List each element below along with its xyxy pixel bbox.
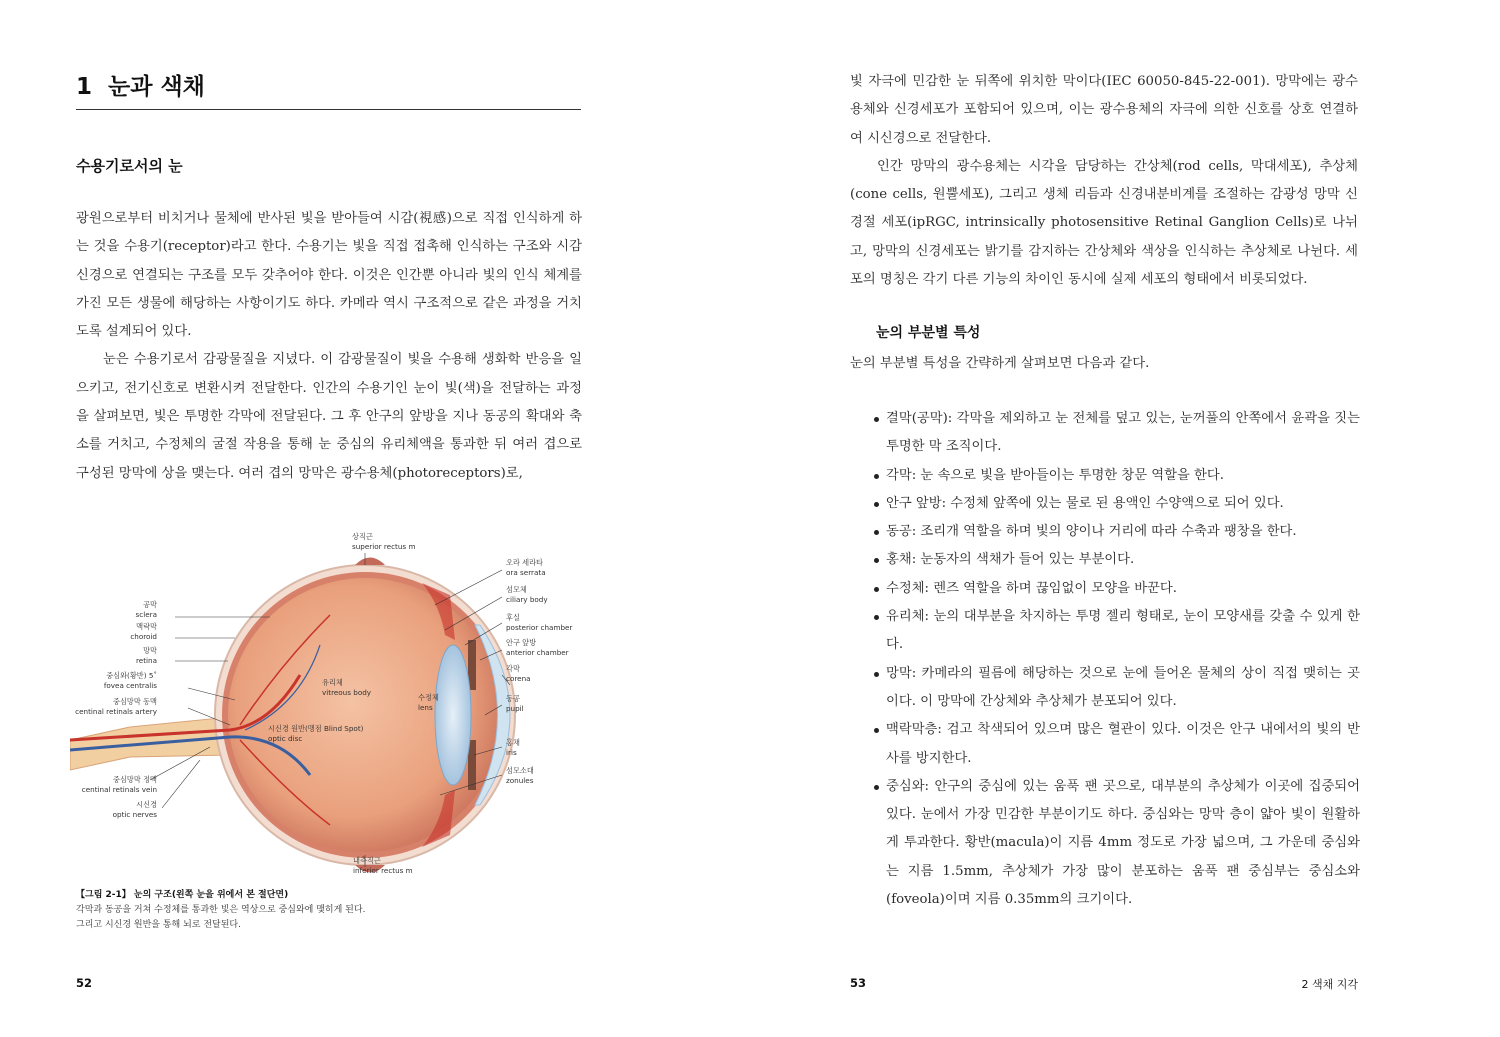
chapter-title — [76, 68, 581, 110]
label-inferior-rectus-ko: 내측직근 — [353, 856, 381, 865]
label-zonules-en: zonules — [506, 776, 534, 785]
paragraph: 인간 망막의 광수용체는 시각을 담당하는 간상체(rod cells, 막대세포), 추상체(cone cells, 원뿔세포), 그리고 생체 리듬과 신경내분비계를 조절하는 감광성 망막 신경절 세포(ipRGC, intrinsically photosensitive Retinal Ganglion Cells)로 나뉘고, 망막의 신경세포는 밝기를 감지하는 간상체와 색상을 인식하는 추상체로 나뉜다. 세포의 명칭은 각기 다른 기능의 차이인 동시에 실제 세포의 형태에서 비롯되었다. — [850, 158, 1358, 288]
list-item: 동공: 조리개 역할을 하며 빛의 양이나 거리에 따라 수축과 팽창을 한다. — [874, 518, 1360, 546]
label-ciliary-body-ko: 섬모체 — [506, 585, 527, 594]
label-inferior-rectus-en: inferior rectus m — [353, 866, 413, 875]
label-optic-disc-en: optic disc — [268, 734, 303, 743]
list-item: 망막: 카메라의 필름에 해당하는 것으로 눈에 들어온 물체의 상이 직접 맺히는 곳이다. 이 망막에 간상체와 추상체가 분포되어 있다. — [874, 660, 1360, 717]
subsection-title: 눈의 부분별 특성 — [876, 325, 981, 341]
label-fovea-en: fovea centralis — [103, 681, 157, 690]
running-head: 2 색채 지각 — [1301, 978, 1358, 991]
label-pupil-ko: 동공 — [506, 694, 520, 703]
label-ora-serrata-ko: 오라 세라타 — [506, 558, 544, 567]
list-item: 안구 앞방: 수정체 앞쪽에 있는 물로 된 용액인 수양액으로 되어 있다. — [874, 490, 1360, 518]
page-number-left: 52 — [76, 976, 93, 990]
page-number-right: 53 — [850, 976, 867, 990]
caption-title: 【그림 2-1】 눈의 구조(왼쪽 눈을 위에서 본 절단면) — [76, 890, 289, 900]
list-item: 결막(공막): 각막을 제외하고 눈 전체를 덮고 있는, 눈꺼풀의 안쪽에서 윤곽을 짓는 투명한 막 조직이다. — [874, 405, 1360, 462]
label-vitreous-ko: 유리체 — [322, 678, 343, 687]
label-cornea-ko: 각막 — [506, 664, 520, 673]
eye-diagram — [70, 525, 590, 885]
superior-rectus-shape — [355, 558, 385, 566]
label-fovea-ko: 중심와(황반) 5˚ — [106, 671, 157, 680]
list-item: 홍채: 눈동자의 색채가 들어 있는 부분이다. — [874, 546, 1360, 574]
label-lens-ko: 수정체 — [418, 693, 439, 702]
caption-line: 그리고 시신경 원반을 통해 뇌로 전달된다. — [76, 920, 241, 930]
chapter-number: 1 — [76, 74, 93, 100]
label-choroid-ko: 맥락막 — [136, 622, 157, 631]
label-sclera-en: sclera — [135, 610, 157, 619]
label-superior-rectus-ko: 상직근 — [352, 532, 373, 541]
label-vein-ko: 중심망막 정맥 — [113, 775, 157, 784]
list-item: 맥락막층: 검고 착색되어 있으며 많은 혈관이 있다. 이것은 안구 내에서의 빛의 반사를 방지한다. — [874, 716, 1360, 773]
list-item: 수정체: 렌즈 역할을 하며 끊임없이 모양을 바꾼다. — [874, 575, 1360, 603]
label-optic-nerves-ko: 시신경 — [136, 800, 157, 809]
label-retina-en: retina — [136, 656, 157, 665]
left-body-text — [76, 205, 582, 488]
label-optic-nerves-en: optic nerves — [112, 810, 157, 819]
right-body-text — [850, 68, 1358, 294]
section-title: 수용기로서의 눈 — [76, 157, 183, 175]
label-artery-ko: 중심망막 동맥 — [113, 697, 157, 706]
label-posterior-chamber-en: posterior chamber — [506, 623, 573, 632]
lens-shape — [435, 645, 471, 785]
label-artery-en: centinal retinals artery — [75, 707, 157, 716]
label-optic-disc-ko: 시신경 원반(맹점 Blind Spot) — [268, 724, 364, 733]
paragraph: 눈은 수용기로서 감광물질을 지녔다. 이 감광물질이 빛을 수용해 생화학 반응을 일으키고, 전기신호로 변환시켜 전달한다. 인간의 수용기인 눈이 빛(색)을 전달하는 과정을 살펴보면, 빛은 투명한 각막에 전달된다. 그 후 안구의 앞방을 지나 동공의 확대와 축소를 거치고, 수정체의 굴절 작용을 통해 눈 중심의 유리체액을 통과한 뒤 여러 겹으로 구성된 망막에 상을 맺는다. 여러 겹의 망막은 광수용체(photoreceptors)로, — [76, 352, 582, 481]
eye-parts-list — [874, 405, 1360, 914]
paragraph: 빛 자극에 민감한 눈 뒤쪽에 위치한 막이다(IEC 60050-845-22-001). 망막에는 광수용체와 신경세포가 포함되어 있으며, 이는 광수용체의 자극에 의한 신호를 상호 연결하여 시신경으로 전달한다. — [850, 74, 1358, 146]
label-iris-ko: 홍채 — [506, 738, 520, 747]
label-lens-en: lens — [418, 703, 433, 712]
list-item: 중심와: 안구의 중심에 있는 움푹 팬 곳으로, 대부분의 추상체가 이곳에 집중되어 있다. 눈에서 가장 민감한 부분이기도 하다. 중심와는 망막 층이 얇아 빛이 원활하게 투과한다. 황반(macula)이 지름 4mm 정도로 가장 넓으며, 그 가운데 중심와는 지름 1.5mm, 추상체가 가장 많이 분포하는 움푹 팬 중심부는 중심소와(foveola)이며 지름 0.35mm의 크기이다. — [874, 773, 1360, 914]
label-superior-rectus-en: superior rectus m — [352, 542, 416, 551]
subsection-intro: 눈의 부분별 특성을 간략하게 살펴보면 다음과 같다. — [850, 356, 1150, 371]
label-ciliary-body-en: ciliary body — [506, 595, 548, 604]
label-sclera-ko: 공막 — [143, 600, 157, 609]
label-pupil-en: pupil — [506, 704, 524, 713]
chapter-title-text: 눈과 색채 — [108, 74, 205, 100]
label-ora-serrata-en: ora serrata — [506, 568, 546, 577]
figure-caption — [76, 888, 596, 933]
label-anterior-chamber-en: anterior chamber — [506, 648, 569, 657]
label-vitreous-en: vitreous body — [322, 688, 372, 697]
right-page — [750, 0, 1500, 1037]
label-iris-en: iris — [506, 748, 517, 757]
label-cornea-en: corena — [506, 674, 531, 683]
label-vein-en: centinal retinals vein — [81, 785, 157, 794]
label-anterior-chamber-ko: 안구 앞방 — [506, 638, 537, 647]
caption-line: 각막과 동공을 거쳐 수정체를 통과한 빛은 역상으로 중심와에 맺히게 된다. — [76, 905, 366, 915]
label-posterior-chamber-ko: 후실 — [506, 613, 520, 622]
list-item: 유리체: 눈의 대부분을 차지하는 투명 젤리 형태로, 눈이 모양새를 갖출 수 있게 한다. — [874, 603, 1360, 660]
list-item: 각막: 눈 속으로 빛을 받아들이는 투명한 창문 역할을 한다. — [874, 462, 1360, 490]
label-zonules-ko: 섬모소대 — [506, 766, 534, 775]
paragraph: 광원으로부터 비치거나 물체에 반사된 빛을 받아들여 시감(視感)으로 직접 인식하게 하는 것을 수용기(receptor)라고 한다. 수용기는 빛을 직접 접촉해 인식하는 구조와 시감 신경으로 연결되는 구조를 모두 갖추어야 한다. 이것은 인간뿐 아니라 빛의 인식 체계를 가진 모든 생물에 해당하는 사항이기도 하다. 카메라 역시 구조적으로 같은 과정을 거치도록 설계되어 있다. — [76, 211, 582, 340]
label-retina-ko: 망막 — [143, 646, 157, 655]
label-choroid-en: choroid — [130, 632, 157, 641]
eye-anatomy-figure — [70, 525, 590, 885]
